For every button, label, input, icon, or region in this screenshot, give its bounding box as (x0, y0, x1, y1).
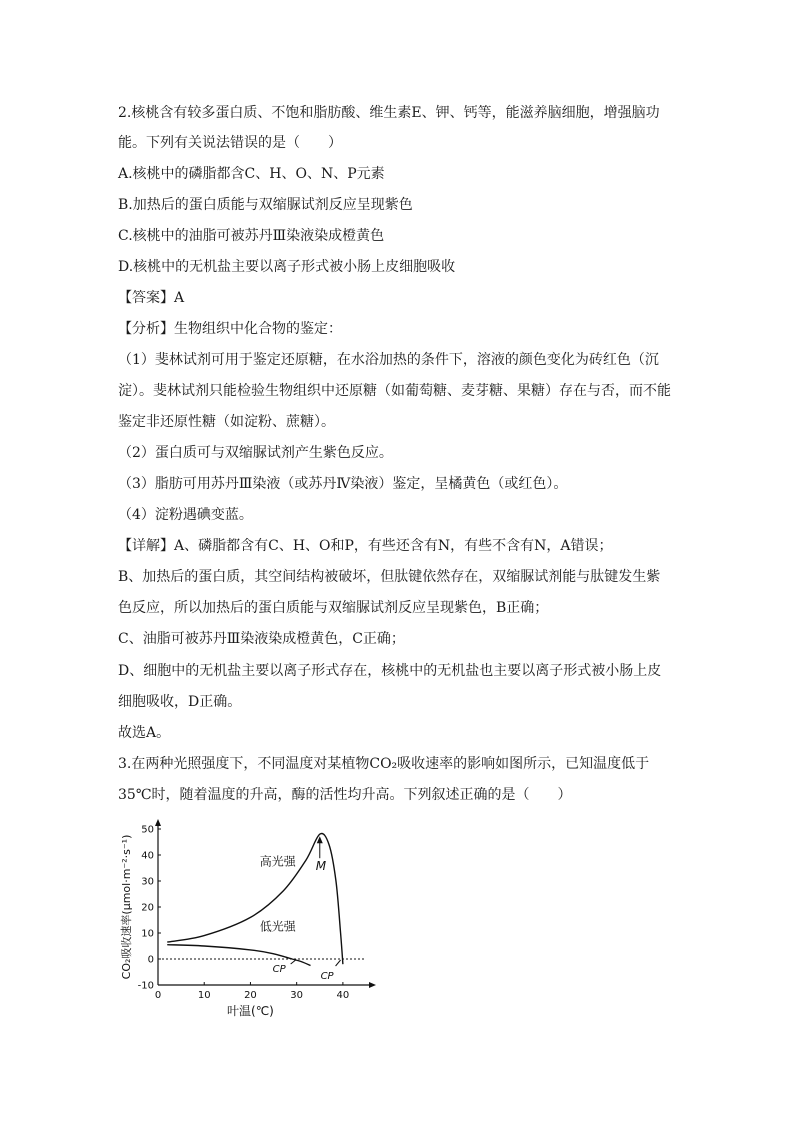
q3-stem-line1: 3.在两种光照强度下，不同温度对某植物CO₂吸收速率的影响如图所示，已知温度低于 (118, 756, 650, 772)
q2-analysis-3: （3）脂肪可用苏丹Ⅲ染液（或苏丹Ⅳ染液）鉴定，呈橘黄色（或红色）。 (118, 476, 568, 492)
series-label-low-light: 低光强 (259, 919, 296, 934)
x-axis-arrow (369, 982, 376, 988)
y-tick-label: 10 (141, 928, 154, 940)
q3-stem-line2: 35℃时，随着温度的升高，酶的活性均升高。下列叙述正确的是（ ） (118, 787, 572, 803)
q2-option-a: A.核桃中的磷脂都含C、H、O、N、P元素 (118, 166, 385, 182)
y-tick-label: 40 (141, 850, 154, 862)
x-tick-label: 0 (154, 990, 162, 1001)
q2-detail-b-line1: B、加热后的蛋白质，其空间结构被破坏，但肽键依然存在，双缩脲试剂能与肽键发生紫 (118, 569, 661, 585)
q2-detail-d-line1: D、细胞中的无机盐主要以离子形式存在，核桃中的无机盐也主要以离子形式被小肠上皮 (118, 663, 662, 679)
q2-stem-line1: 2.核桃含有较多蛋白质、不饱和脂肪酸、维生素E、钾、钙等，能滋养脑细胞，增强脑功 (118, 105, 660, 121)
q2-analysis-1-line2: 淀）。斐林试剂只能检验生物组织中还原糖（如葡萄糖、麦芽糖、果糖）存在与否，而不能 (118, 383, 671, 399)
q2-conclusion: 故选A。 (118, 725, 171, 741)
annotation-cp-low: CP (272, 964, 286, 975)
q2-analysis-2: （2）蛋白质可与双缩脲试剂产生紫色反应。 (118, 445, 393, 461)
q2-option-d: D.核桃中的无机盐主要以离子形式被小肠上皮细胞吸收 (118, 259, 456, 275)
co2-absorption-chart (118, 815, 380, 1020)
series-low-light-line (167, 945, 310, 966)
q2-detail-b-line2: 色反应，所以加热后的蛋白质能与双缩脲试剂反应呈现紫色，B正确； (118, 600, 549, 616)
y-tick-label: 30 (141, 876, 154, 888)
cp1-pointer (291, 960, 296, 964)
series-high-light-line (167, 834, 343, 965)
annotation-m: M (315, 859, 327, 874)
series-label-high-light: 高光强 (259, 854, 296, 869)
q2-detail-c: C、油脂可被苏丹Ⅲ染液染成橙黄色，C正确； (118, 631, 405, 647)
q2-answer: 【答案】A (118, 290, 185, 306)
q2-option-c: C.核桃中的油脂可被苏丹Ⅲ染液染成橙黄色 (118, 228, 385, 244)
q2-analysis-1-line1: （1）斐林试剂可用于鉴定还原糖，在水浴加热的条件下，溶液的颜色变化为砖红色（沉 (118, 352, 659, 368)
y-tick-label: -10 (137, 980, 154, 992)
q2-option-b: B.加热后的蛋白质能与双缩脲试剂反应呈现紫色 (118, 197, 413, 213)
q2-analysis-title: 【分析】生物组织中化合物的鉴定： (118, 321, 342, 337)
q2-detail-d-line2: 细胞吸收，D正确。 (118, 694, 242, 710)
y-tick-label: 50 (141, 824, 154, 836)
q2-analysis-4: （4）淀粉遇碘变蓝。 (118, 507, 253, 523)
x-axis-label: 叶温(℃) (227, 1004, 274, 1018)
y-axis-arrow (155, 819, 161, 826)
x-tick-label: 40 (336, 990, 350, 1001)
y-tick-label: 0 (147, 954, 154, 966)
q2-detail-a: 【详解】A、磷脂都含有C、H、O和P，有些还含有N，有些不含有N，A错误； (118, 538, 613, 554)
annotation-cp-high: CP (320, 971, 334, 982)
q2-analysis-1-line3: 鉴定非还原性糖（如淀粉、蔗糖）。 (118, 414, 335, 430)
x-tick-label: 20 (244, 990, 257, 1001)
cp2-pointer (336, 960, 341, 966)
x-tick-label: 30 (290, 990, 304, 1001)
q2-stem-line2: 能。下列有关说法错误的是（ ） (118, 135, 342, 151)
y-tick-label: 20 (141, 902, 154, 914)
y-axis-label: CO₂吸收速率(μmol·m⁻²·s⁻¹) (120, 834, 133, 980)
x-tick-label: 10 (197, 990, 211, 1001)
